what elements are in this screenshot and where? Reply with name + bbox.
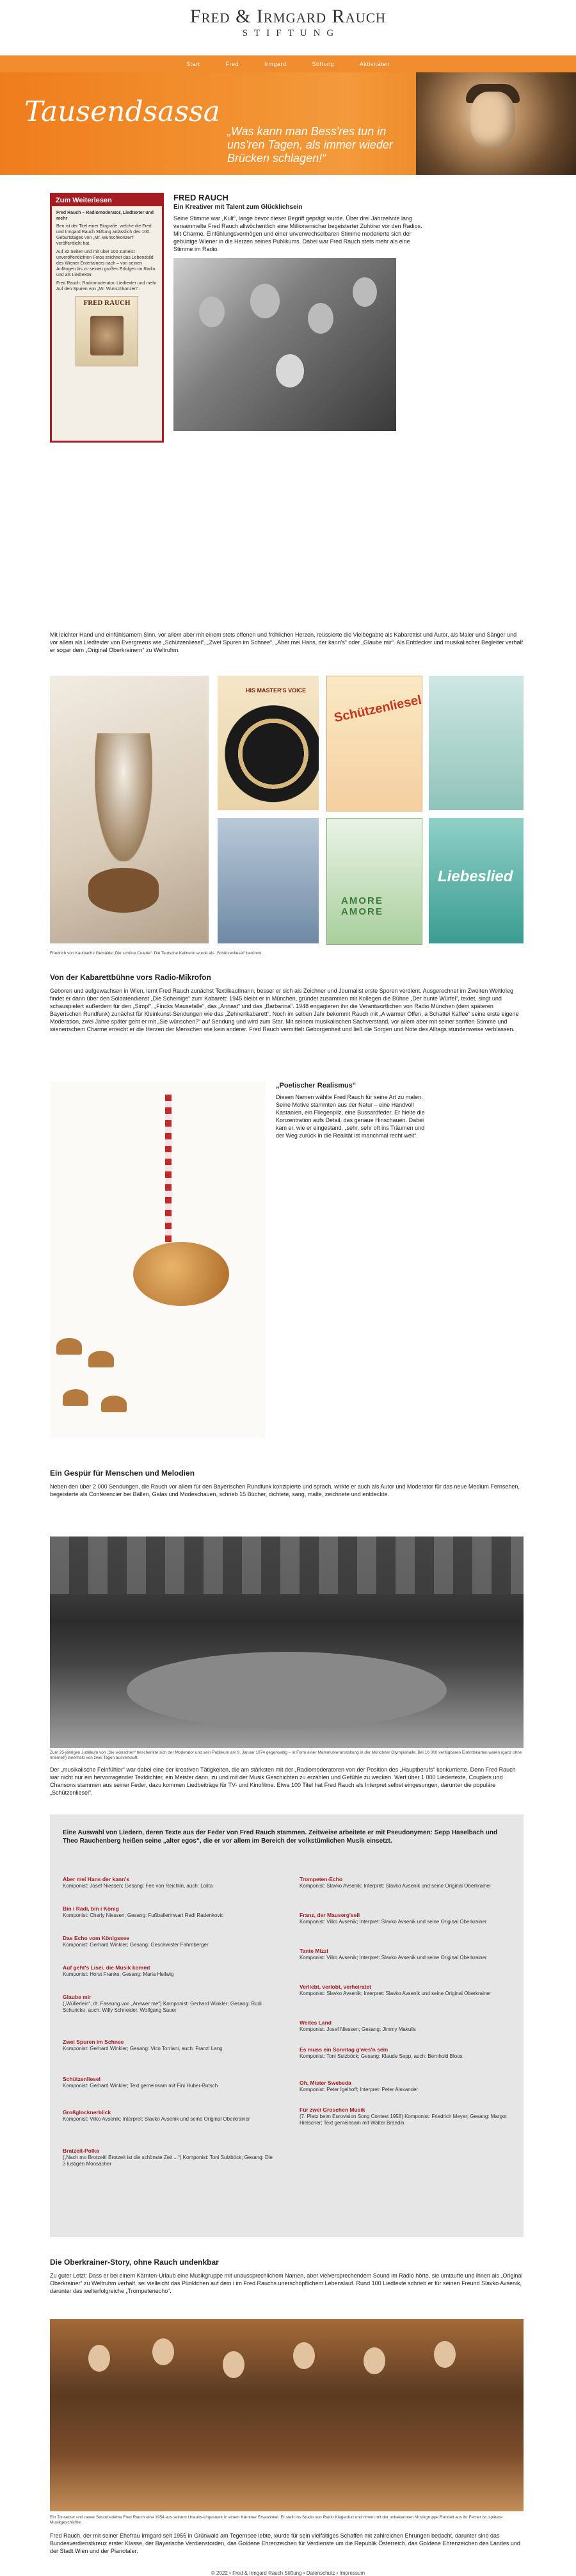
song-left-3: Das Echo vom Königssee Komponist: Gerhard Winkler; Gesang: Geschwister Fahrnberger [63, 1935, 209, 1948]
reading-box [50, 193, 164, 443]
site-footer[interactable]: © 2022 • Fred & Irmgard Rauch Stiftung • Datenschutz • Impressum [211, 2570, 365, 2576]
section-text-oberkrainer-2 [50, 2532, 524, 2556]
reading-text-1: Ben ist der Titel einer Biografie, welche die Fred und Irmgard Rauch Stiftung anlässlich des 100. Geburtstages von „Mr. Wunschkonzert“ veröffentlicht hat. [56, 224, 152, 246]
section-text-gespuer-2 [50, 1766, 524, 1798]
hero-title: Tausendsassa [24, 95, 220, 128]
poster-image-3 [218, 818, 319, 943]
poster-2-title: AMORE AMORE [341, 895, 383, 917]
reading-text-3: Fred Rauch: Radiomoderator, Liedtexter und mehr. Auf den Spuren von „Mr. Wunschkonzert“. [56, 281, 157, 291]
section-heading-kabarett: Von der Kabarettbühne vors Radio-Mikrofon [50, 973, 211, 982]
band-caption: Ein Tonsetzer und neuer Sound erlebte Fred Rauch eine 1954 aus seinem Urlaubs-Urgesnurk in einem Kärntner Ersatzlokal. Er stellt ins Studio von Radio Klagenfurt und nimmt mit der unbekannten Musikgruppe Rundelt aus ihr Ferner ist ‚spätere Musikgeschichte‘. [50, 2515, 502, 2525]
pretzel-painting [50, 1082, 265, 1438]
nav-stiftung[interactable]: Stiftung [312, 61, 335, 67]
intro-name: FRED RAUCH [173, 193, 228, 202]
hero-quote: „Was kann man Bess'res tun in uns'ren Tagen, als immer wieder Brücken schlagen!“ [227, 125, 393, 165]
nav-irmgard[interactable]: Irmgard [264, 61, 287, 67]
song-left-8: Großglocknerblick Komponist: Vilko Avsenik; Interpret: Slavko Avsenik und seine Original Oberkrainer [63, 2109, 250, 2122]
record-label: HIS MASTER'S VOICE [246, 687, 307, 694]
song-right-1: Trompeten-Echo Komponist: Slavko Avsenik; Interpret: Slavko Avsenik und seine Original Oberkrainer [300, 1876, 492, 1889]
logo-subtitle: STIFTUNG [242, 28, 340, 38]
song-left-4: Auf geht's Lisei, die Musik kommt Komponist: Horst Franke; Gesang: Maria Hellwig [63, 1964, 174, 1977]
poster-image-1 [326, 676, 422, 811]
song-right-8: Für zwei Groschen Musik (7. Platz beim Eurovision Song Contest 1958) Komponist: Friedrich Meyer; Gesang: Margot Hielscher; Text gemeinsam mit Walter Brandin [300, 2107, 507, 2126]
section-heading-oberkrainer: Die Oberkrainer-Story, ohne Rauch undenkbar [50, 2258, 219, 2267]
song-left-5: Glaube mir („Wüllerlein“, dt. Fassung von „Answer me“) Komponist: Gerhard Winkler; Gesang: Rudi Schuricke, auch: Willy Schneider, Wolfgang Sauer [63, 1994, 262, 2013]
song-right-4: Verliebt, verlobt, verheiratet Komponist: Slavko Avsenik; Interpret: Slavko Avsenik und seine Original Oberkrainer [300, 1984, 492, 1996]
intro-subtitle: Ein Kreativer mit Talent zum Glücklichsein [173, 204, 303, 211]
intro-section [173, 193, 524, 431]
section-text-oberkrainer-p: Zu guter Letzt: Dass er bei einem Kärnten-Urlaub eine Musikgruppe mit unaussprechlichem Namen, aber vielversprechendem Sound im Radio hörte, sie umtaufte und ihnen als „Original Oberkrainer“ zu Weltruhm verhalf, sei vielleicht das Pünktchen auf dem i im Fred Rauchs unerschöpflichem Lebenslauf. Rund 100 Liedtexte schrieb er für seinen Freund Slavko Avsenik, darunter das welterfolgreiche „Trompetenecho“. [50, 2272, 523, 2294]
book-title: Fred Rauch – Radiomoderator, Liedtexter und mehr [56, 211, 154, 221]
poster-image-5 [429, 818, 524, 943]
nav-start[interactable]: Start [186, 61, 200, 67]
section-text-kabarett [50, 987, 524, 1034]
nav-aktivitaeten[interactable]: Aktivitäten [360, 61, 390, 67]
song-right-2: Franz, der Mauserg'sell Komponist: Vilko Avsenik; Interpret: Slavko Avsenik und seine Original Oberkrainer [300, 1912, 487, 1925]
poster-image-4 [326, 818, 422, 945]
poster-1-title: Schützenliesel [333, 692, 423, 726]
stadium-caption: Zum 25-jährigen Jubiläum von „Sie wünschen“ beschenkte sich der Moderator und sein Publikum am 9. Januar 1974 gegenseitig – in Form einer Mammutveranstaltung in der Münchner Olympiahalle. Bei 10 000 verfügbaren Eintrittskarten waren (ganz ohne Internet!) innerhalb von zwei Tagen ausverkauft. [50, 1750, 522, 1760]
book-cover[interactable] [76, 296, 138, 366]
reading-text-2: Auf 32 Seiten und mit über 100 zumeist unveröffentlichten Fotos zeichnet das Lebensbild des Wiener Entertainers nach – von seinen Anfängen bis zu seinen großen Erfolgen im Radio und als Liedtexter. [56, 250, 156, 277]
section-text-kabarett-p: Geboren und aufgewachsen in Wien, lernt Fred Rauch zunächst Textilkaufmann, besser er sich als Zeichner und Journalist erste Sporen verdient. Ausgerechnet im Zweiten Weltkrieg findet er dann über den Soldatendienst „Die Scheinige“ zum Kabarett: 1945 bleibt er in München, gründet zusammen mit Kollegen die Bühne „Der bunte Würfel“, textet, singt und schauspielert außerdem für den „Simpl“, „Fincks Mausefalle“, das „Annast“ und das „Barbarina“. 1948 engagieren ihn die Verantwortlichen von Radio München (dem späteren Bayerischen Rundfunk) zunächst für Kleinkunst-Sendungen wie das „Zehnerlkabarett“. Noch im selben Jahr bekommt Rauch mit „A warmer Offen, a Schattel Kaffee“ seine erste eigene Moderation, zwei Jahre später geht er mit „Sie wünschen?“ auf Sendung und wird zum Star. Mit seinem musikalischen Sachverstand, vor allem aber mit seiner sanften Stimme und wienerischem Charme erreicht er die Herzen der Menschen wie kein anderer. Fred Rauch vermittelt Geborgenheit und ließ die Sorgen und Nöte des Alltags stundenweise verblassen. [50, 988, 519, 1032]
song-list-intro: Eine Auswahl von Liedern, deren Texte aus der Feder von Fred Rauch stammen. Zeitweise arbeitete er mit Pseudonymen: Sepp Haselbach und Theo Rauchenberg heißen seine „alter egos“, die er vor allem im Bereich der volkstümlichen Musik einsetzt. [63, 1829, 498, 1845]
band-photo [50, 2319, 524, 2511]
intro-text: Seine Stimme war „Kult“, lange bevor dieser Begriff geprägt wurde. Über drei Jahrzehnte lang versammelte Fred Rauch allwöchentlich eine Millionenschar begeisterter Zuhörer vor den Radios. Mit Charme, Einfühlungsvermögen und einer unverwechselbaren Stimme moderierte sich der gebürtige Wiener in die Herzen seines Publikums. Dabei war Fred Rauch stets mehr als eine Stimme im Radio. [173, 215, 422, 252]
song-left-2: Bin i Radi, bin i König Komponist: Charly Niessen; Gesang: Fußballerinwart Radi Radenkovic [63, 1905, 224, 1918]
section-text-gespuer [50, 1483, 524, 1499]
record-image [218, 676, 319, 810]
gallery-caption: Friedrich von Kaulbachs Gemälde „Die schöne Colette“. Die Teutsche Kellnerin wurde als „Schützenliesel“ berühmt. [50, 951, 263, 956]
section-text-oberkrainer [50, 2272, 524, 2296]
painting-image [50, 676, 209, 943]
site-header [0, 0, 576, 56]
intro-paragraph [50, 631, 524, 655]
song-right-5: Weites Land Komponist: Josef Niessen; Gesang: Jimmy Makulis [300, 2019, 416, 2032]
main-nav [0, 56, 576, 72]
intro-paragraph-text: Mit leichter Hand und einfühlsamem Sinn, vor allem aber mit einem stets offenen und fröhlichen Herzen, reüssierte die Vielbegabte als Kabarettist und Autor, als Maler und Sänger und vor allem als Liedtexter von Evergreens wie „Schützenliesel“, „Zwei Spuren im Schnee“, „Aber mei Hans, der kann's“ oder „Glaube mir“. Als Entdecker und musikalischer Begleiter verhalf er sogar dem „Original Oberkrainern“ zu Weltruhm. [50, 632, 524, 653]
stadium-photo [50, 1537, 524, 1748]
song-left-7: Schützenliesel Komponist: Gerhard Winkler; Text gemeinsam mit Fini Huber-Butsch [63, 2076, 218, 2089]
section-text-gespuer-p: Neben den über 2 000 Sendungen, die Rauch vor allem für den Bayerischen Rundfunk konzipierte und sprach, wirkte er auch als Autor und Moderator für das neue Medium Fernsehen, begeisterte als Conférencier bei Bällen, Galas und Modeschauen, schrieb 15 Bücher, dichtete, sang, malte, zeichnete und entdeckte. [50, 1483, 520, 1497]
crowd-photo [173, 258, 396, 431]
book-cover-title: FRED RAUCH [83, 299, 131, 307]
section-text-gespuer-2-p: Der „musikalische Feinfühler“ war dabei eine der kreativen Tätigkeiten, die am stärksten mit der „Radiomoderatoren von der Position des „Hauptberufs“ konkurrierte. Denn Fred Rauch war nicht nur ein hervorragender Textdichter, ein Meister dann, zu und mit der Musik Geschichten zu erzählen und Gefühle zu wecken. Wert über 1 000 Liedertexte, Couplets und Chansons stammen aus seiner Feder, dazu kommen Liedbeiträge für TV- und Kinofilme. Etwa 100 Titel hat Fred Rauch als Interpret selbst eingesungen, darunter die populäre „Schützenliesel“. [50, 1766, 516, 1796]
song-right-7: Oh, Mister Swebeda Komponist: Peter Igelhoff; Interpret: Peter Alexander [300, 2080, 419, 2092]
poet-section [276, 1082, 524, 1139]
section-text-oberkrainer-2-p: Fred Rauch, der mit seiner Ehefrau Irmgard seit 1955 in Grünwald am Tegernsee lebte, wurde für sein vielfältiges Schaffen mit zahlreichen Ehrungen bedacht, darunter sind das Bundesverdienstkreuz erster Klasse, der Bayerische Verdienstorden, das Goldene Ehrenzeichen für Verdienste um die Republik Österreich, das Goldene Ehrenzeichen des Landes und der Stadt Wien und der Pianotaler. [50, 2532, 520, 2554]
poster-3-title: Liebeslied [438, 868, 513, 885]
song-left-6: Zwei Spuren im Schnee Komponist: Gerhard Winkler; Gesang: Vico Torriani, auch: Franzl Lang [63, 2039, 223, 2051]
song-right-6: Es muss ein Sonntag g'wes'n sein Komponist: Toni Sulzböck; Gesang: Klaude Sepp, auch: Bernhold Bloos [300, 2046, 463, 2059]
hero-portrait [416, 72, 576, 175]
poet-text: Diesen Namen wählte Fred Rauch für seine Art zu malen. Seine Motive stammten aus der Natur – eine Handvoll Kastanien, ein Fliegenpilz, eine Bussardfeder. Er hielte die Konzentration aufs Detail, das genaue Hinschauen. Dabei kam er, wie er eingestand, „sehr, sehr oft ins Träumen und der Weg zurück in die Realität ist manchmal recht weit“. [276, 1094, 425, 1139]
poster-image-2 [429, 676, 524, 810]
song-list-box [50, 1814, 524, 2237]
hero-banner [0, 72, 576, 175]
poet-heading: „Poetischer Realismus“ [276, 1082, 356, 1089]
logo-title[interactable]: Fred & Irmgard Rauch [189, 6, 387, 27]
song-left-9: Bratzeit-Polka („Nach mo Brotzeit! Brotzeit ist die schönste Zeit ...“) Komponist: Toni Sulzböck; Gesang: Die 3 lustigen Moosacher [63, 2148, 273, 2167]
reading-box-heading: Zum Weiterlesen [52, 195, 162, 206]
song-right-3: Tante Mizzi Komponist: Vilko Avsenik; Interpret: Slavko Avsenik und seine Original Oberkrainer [300, 1948, 487, 1961]
image-gallery [50, 676, 524, 949]
song-left-1: Aber mei Hans der kann's Komponist: Josef Niessen; Gesang: Fee von Reichlin, auch: Lolita [63, 1876, 213, 1889]
nav-fred[interactable]: Fred [225, 61, 239, 67]
section-heading-gespuer: Ein Gespür für Menschen und Melodien [50, 1469, 195, 1478]
